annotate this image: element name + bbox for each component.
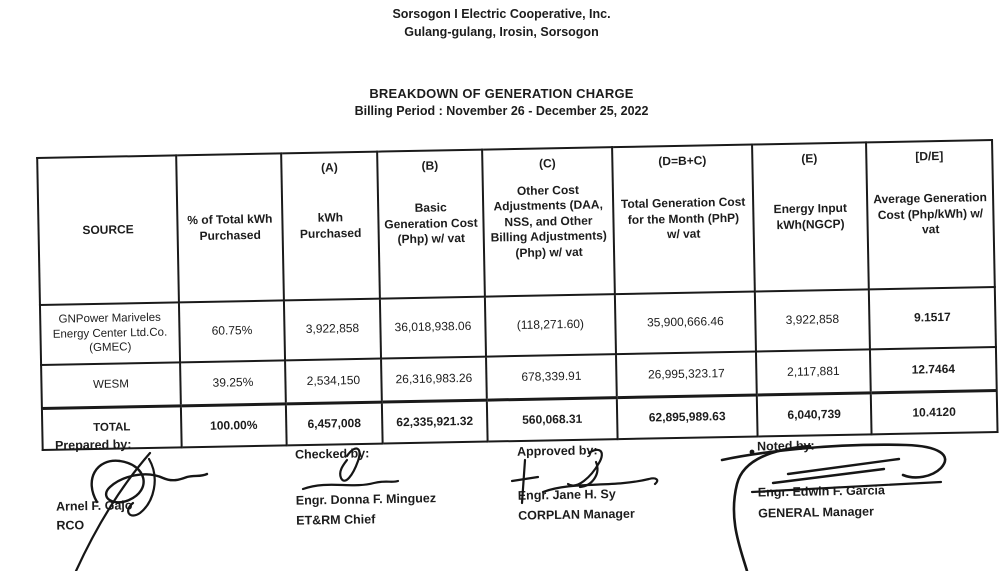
cell-percent: 100.00% bbox=[181, 404, 287, 447]
billing-period: Billing Period : November 26 - December 25, 2022 bbox=[354, 104, 649, 118]
signature-block-checked bbox=[294, 446, 437, 528]
signatory-title: RCO bbox=[56, 518, 85, 533]
col-label: Average Generation Cost (Php/kWh) w/ vat bbox=[873, 190, 988, 237]
cell-total-cost: 35,900,666.46 bbox=[615, 292, 756, 355]
col-label: kWh Purchased bbox=[299, 210, 362, 241]
col-code: (D=B+C) bbox=[658, 153, 707, 169]
signatory-title: CORPLAN Manager bbox=[518, 506, 635, 523]
col-code: (B) bbox=[421, 158, 439, 173]
signatory-title: GENERAL Manager bbox=[758, 504, 875, 521]
signature-block-noted bbox=[756, 438, 886, 521]
cell-source: TOTAL bbox=[42, 406, 182, 450]
col-label: Basic Generation Cost (Php) w/ vat bbox=[384, 200, 478, 247]
cell-other-adjustments: (118,271.60) bbox=[485, 294, 616, 356]
cell-source: GNPower Mariveles Energy Center Ltd.Co. (GMEC) bbox=[40, 302, 180, 365]
col-label: Total Generation Cost for the Month (PhP) w/ vat bbox=[620, 194, 746, 242]
cell-basic-cost: 36,018,938.06 bbox=[380, 297, 486, 359]
signatory-name: Engr. Donna F. Minguez bbox=[295, 491, 437, 508]
cell-basic-cost: 26,316,983.26 bbox=[381, 357, 487, 402]
col-label: SOURCE bbox=[82, 221, 134, 237]
col-header-total-generation-cost bbox=[612, 145, 755, 295]
signatory-name: Engr. Edwin F. Garcia bbox=[757, 483, 886, 500]
signatory-name: Engr. Jane H. Sy bbox=[517, 486, 616, 503]
col-code bbox=[177, 161, 280, 163]
cell-energy-input: 3,922,858 bbox=[755, 289, 870, 351]
cell-source: WESM bbox=[41, 362, 181, 408]
col-header-other-cost-adjustments bbox=[482, 147, 615, 296]
signatory-name: Arnel F. Gajo bbox=[55, 498, 133, 514]
cell-kwh-purchased: 6,457,008 bbox=[286, 402, 383, 445]
document-title: BREAKDOWN OF GENERATION CHARGE bbox=[369, 86, 634, 101]
col-code: (A) bbox=[320, 160, 338, 175]
signatory-title: ET&RM Chief bbox=[296, 512, 376, 528]
signature-label: Approved by: bbox=[516, 443, 598, 459]
cell-total-cost: 26,995,323.17 bbox=[616, 352, 757, 398]
header-row bbox=[37, 140, 995, 305]
signature-label: Prepared by: bbox=[54, 437, 132, 453]
col-code: (C) bbox=[538, 156, 556, 171]
col-label: Other Cost Adjustments (DAA, NSS, and Other Billing Adjustments) (Php) w/ vat bbox=[490, 182, 607, 260]
col-header-basic-generation-cost bbox=[377, 150, 485, 299]
cell-average-cost: 12.7464 bbox=[870, 347, 997, 393]
col-code bbox=[38, 163, 175, 166]
col-header-source bbox=[37, 155, 179, 305]
signature-block-approved bbox=[516, 443, 635, 523]
cell-kwh-purchased: 2,534,150 bbox=[285, 359, 382, 404]
col-code: (E) bbox=[801, 151, 818, 166]
org-name: Sorsogon I Electric Cooperative, Inc. bbox=[392, 7, 611, 21]
cell-total-cost: 62,895,989.63 bbox=[617, 395, 758, 439]
cell-energy-input: 6,040,739 bbox=[757, 393, 872, 437]
col-code: [D/E] bbox=[915, 148, 944, 164]
cell-other-adjustments: 560,068.31 bbox=[487, 398, 618, 442]
org-address: Gulang-gulang, Irosin, Sorsogon bbox=[404, 25, 599, 39]
cell-kwh-purchased: 3,922,858 bbox=[284, 299, 381, 361]
cell-percent: 39.25% bbox=[180, 360, 286, 405]
col-header-average-generation-cost bbox=[866, 140, 995, 289]
cell-basic-cost: 62,335,921.32 bbox=[382, 400, 488, 443]
col-header-kwh-purchased bbox=[281, 152, 380, 301]
signature-block-prepared bbox=[54, 437, 133, 533]
col-label: % of Total kWh Purchased bbox=[187, 211, 273, 243]
col-label: Energy Input kWh(NGCP) bbox=[773, 200, 848, 232]
cell-energy-input: 2,117,881 bbox=[756, 349, 871, 395]
cell-other-adjustments: 678,339.91 bbox=[486, 354, 617, 400]
cell-average-cost: 10.4120 bbox=[871, 390, 998, 434]
signature-label: Noted by: bbox=[756, 438, 815, 454]
cell-percent: 60.75% bbox=[179, 300, 285, 362]
col-header-energy-input bbox=[752, 142, 869, 291]
signature-label: Checked by: bbox=[294, 446, 370, 462]
col-header-percent bbox=[176, 153, 284, 302]
cell-average-cost: 9.1517 bbox=[869, 287, 996, 349]
